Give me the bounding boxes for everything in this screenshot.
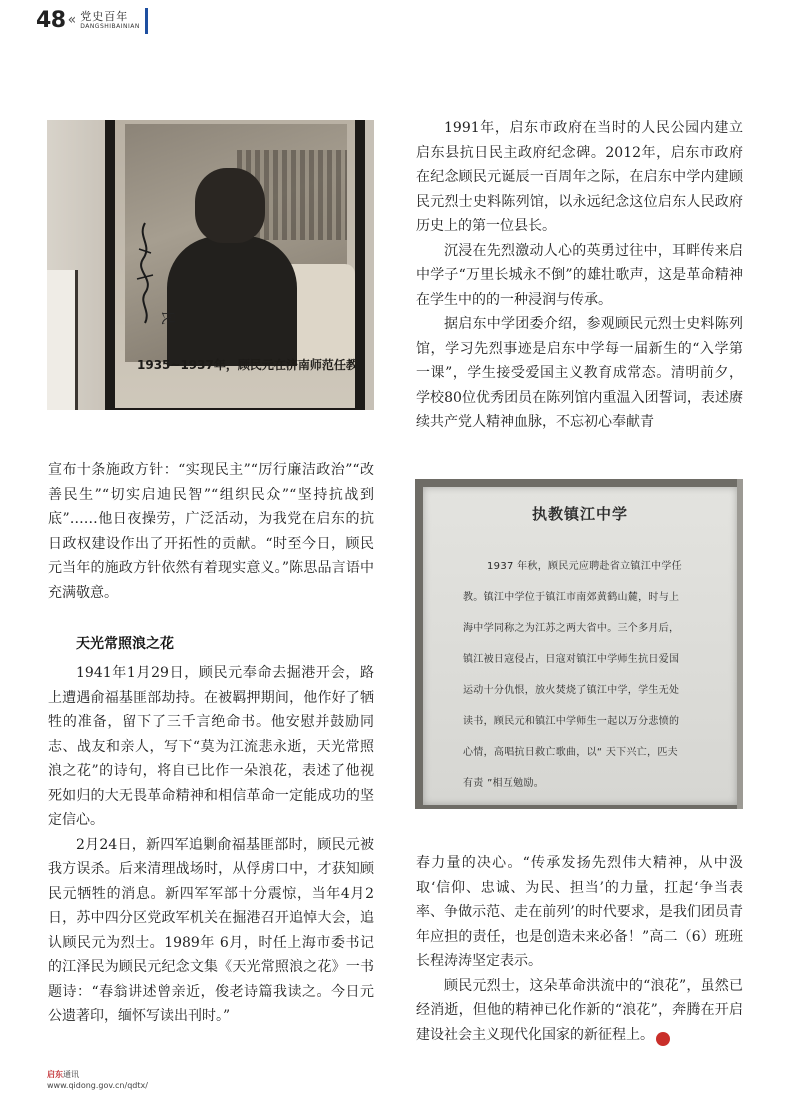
board-text-line: 教。镇江中学位于镇江市南郊黄鹤山麓，时与上 bbox=[463, 592, 680, 603]
signature-character: 民 bbox=[159, 311, 175, 325]
photo-caption: 1935~1937年，顾民元在济南师范任教 bbox=[137, 358, 358, 372]
paragraph: 宣布十条施政方针：“实现民主”“厉行廉洁政治”“改善民生”“切实启迪民智”“组织民众”“坚持抗战到底”……他日夜操劳，广泛活动，为我党在启东的抗日政权建设作出了开拓性的贡献。“时至今日，顾民元当年的施政方针依然有着现实意义。”陈思品言语中充满敬意。 bbox=[48, 462, 374, 601]
paragraph-text: 顾民元烈士，这朵革命洪流中的“浪花”，虽然已经消逝，但他的精神已化作新的“浪花”，奔腾在开启建设社会主义现代化国家的新征程上。 bbox=[416, 977, 743, 1043]
footer-url: www.qidong.gov.cn/qdtx/ bbox=[47, 1081, 148, 1090]
paragraph: 1991年，启东市政府在当时的人民公园内建立启东县抗日民主政府纪念碑。2012年，启东市政府在纪念顾民元诞辰一百周年之际，在启东中学内建顾民元烈士史料陈列馆，以永远纪念这位启东人民政府历史上的第一位县长。 bbox=[416, 120, 743, 234]
paragraph: 1941年1月29日，顾民元奉命去掘港开会，路上遭遇俞福基匪部劫持。在被羁押期间，他作好了牺牲的准备，留下了三千言绝命书。他安慰并鼓励同志、战友和亲人，写下“莫为江流悲永逝，天光常照浪之花”的诗句，将自已比作一朵浪花，表述了他视死如归的大无畏革命精神和相信革命一定能成功的坚定信心。 bbox=[48, 665, 374, 828]
end-mark-icon: 完 bbox=[656, 1032, 670, 1046]
left-column bbox=[48, 458, 374, 1029]
paragraph: 据启东中学团委介绍，参观顾民元烈士史料陈列馆，学习先烈事迹是启东中学每一届新生的“入学第一课”，学生接受爱国主义教育成常态。清明前夕，学校80位优秀团员在陈列馆内重温入团誓词，表述赓续共产党人精神血脉，不忘初心奉献青 bbox=[416, 316, 743, 430]
magazine-pinyin: DANGSHIBAINIAN bbox=[80, 23, 140, 30]
right-column-bottom bbox=[416, 851, 743, 1047]
board-text-line: 1937 年秋，顾民元应聘赴省立镇江中学任 bbox=[487, 561, 682, 572]
board-title: 执教镇江中学 bbox=[531, 505, 628, 523]
header-accent-bar bbox=[145, 8, 148, 34]
portrait-image bbox=[125, 124, 347, 362]
page-header bbox=[36, 8, 148, 40]
paragraph: 2月24日，新四军追剿俞福基匪部时，顾民元被我方误杀。后来清理战场时，从俘虏口中，才获知顾民元牺牲的消息。新四军军部十分震惊，当年4月2日，苏中四分区党政军机关在掘港召开追悼大会，追认顾民元为烈士。1989年 6月，时任上海市委书记的江泽民为顾民元纪念文集《天光常照浪之花》一书题诗：“春翁讲述曾亲近，俊老诗篇我读之。今日元公遗著印，缅怀写读出刊时。” bbox=[48, 836, 374, 1024]
exhibit-board bbox=[423, 487, 737, 805]
page-footer bbox=[47, 1069, 148, 1091]
person-head-image bbox=[195, 168, 265, 243]
board-text-line: 镇江被日寇侵占，日寇对镇江中学师生抗日爱国 bbox=[463, 654, 680, 665]
board-text-line: 运动十分仇恨，放火焚烧了镇江中学，学生无处 bbox=[463, 685, 680, 696]
right-column-top bbox=[416, 116, 743, 435]
closing-paragraph bbox=[416, 974, 743, 1048]
paragraph: 春力量的决心。“传承发扬先烈伟大精神，从中汲取‘信仰、忠诚、为民、担当’的力量，扛起‘争当表率、争做示范、走在前列’的时代要求，是我们团员青年应担的责任，也是创造未来必备！”高二（6）班班长程涛涛坚定表示。 bbox=[416, 855, 743, 969]
board-text-line: 有责 ”相互勉励。 bbox=[463, 778, 545, 789]
magazine-title-block bbox=[80, 10, 140, 31]
footer-brand-red: 启东 bbox=[47, 1070, 63, 1079]
adjacent-frame-edge bbox=[47, 270, 78, 410]
board-text-line: 海中学同称之为江苏之两大省中。三个多月后， bbox=[463, 623, 680, 634]
section-title: 天光常照浪之花 bbox=[76, 636, 174, 652]
signature-icon bbox=[133, 219, 157, 329]
board-text-line: 读书，顾民元和镇江中学师生一起以万分悲愤的 bbox=[463, 716, 680, 727]
page-number: 48 bbox=[36, 8, 66, 33]
paragraph: 沉浸在先烈激动人心的英勇过往中，耳畔传来启中学子“万里长城永不倒”的雄壮歌声，这是革命精神在学生中的的一种浸润与传承。 bbox=[416, 242, 743, 308]
magazine-title: 党史百年 bbox=[80, 10, 129, 23]
footer-brand-rest: 通讯 bbox=[63, 1070, 79, 1079]
footer-brand bbox=[47, 1069, 148, 1080]
board-shadow-edge bbox=[737, 479, 743, 809]
chevron-left-icon: « bbox=[67, 12, 77, 28]
board-text-line: 心情，高唱抗日救亡歌曲，以“ 天下兴亡，匹夫 bbox=[463, 747, 678, 758]
person-body-image bbox=[167, 236, 297, 366]
portrait-photo bbox=[47, 120, 374, 410]
exhibit-board-photo bbox=[415, 479, 743, 809]
